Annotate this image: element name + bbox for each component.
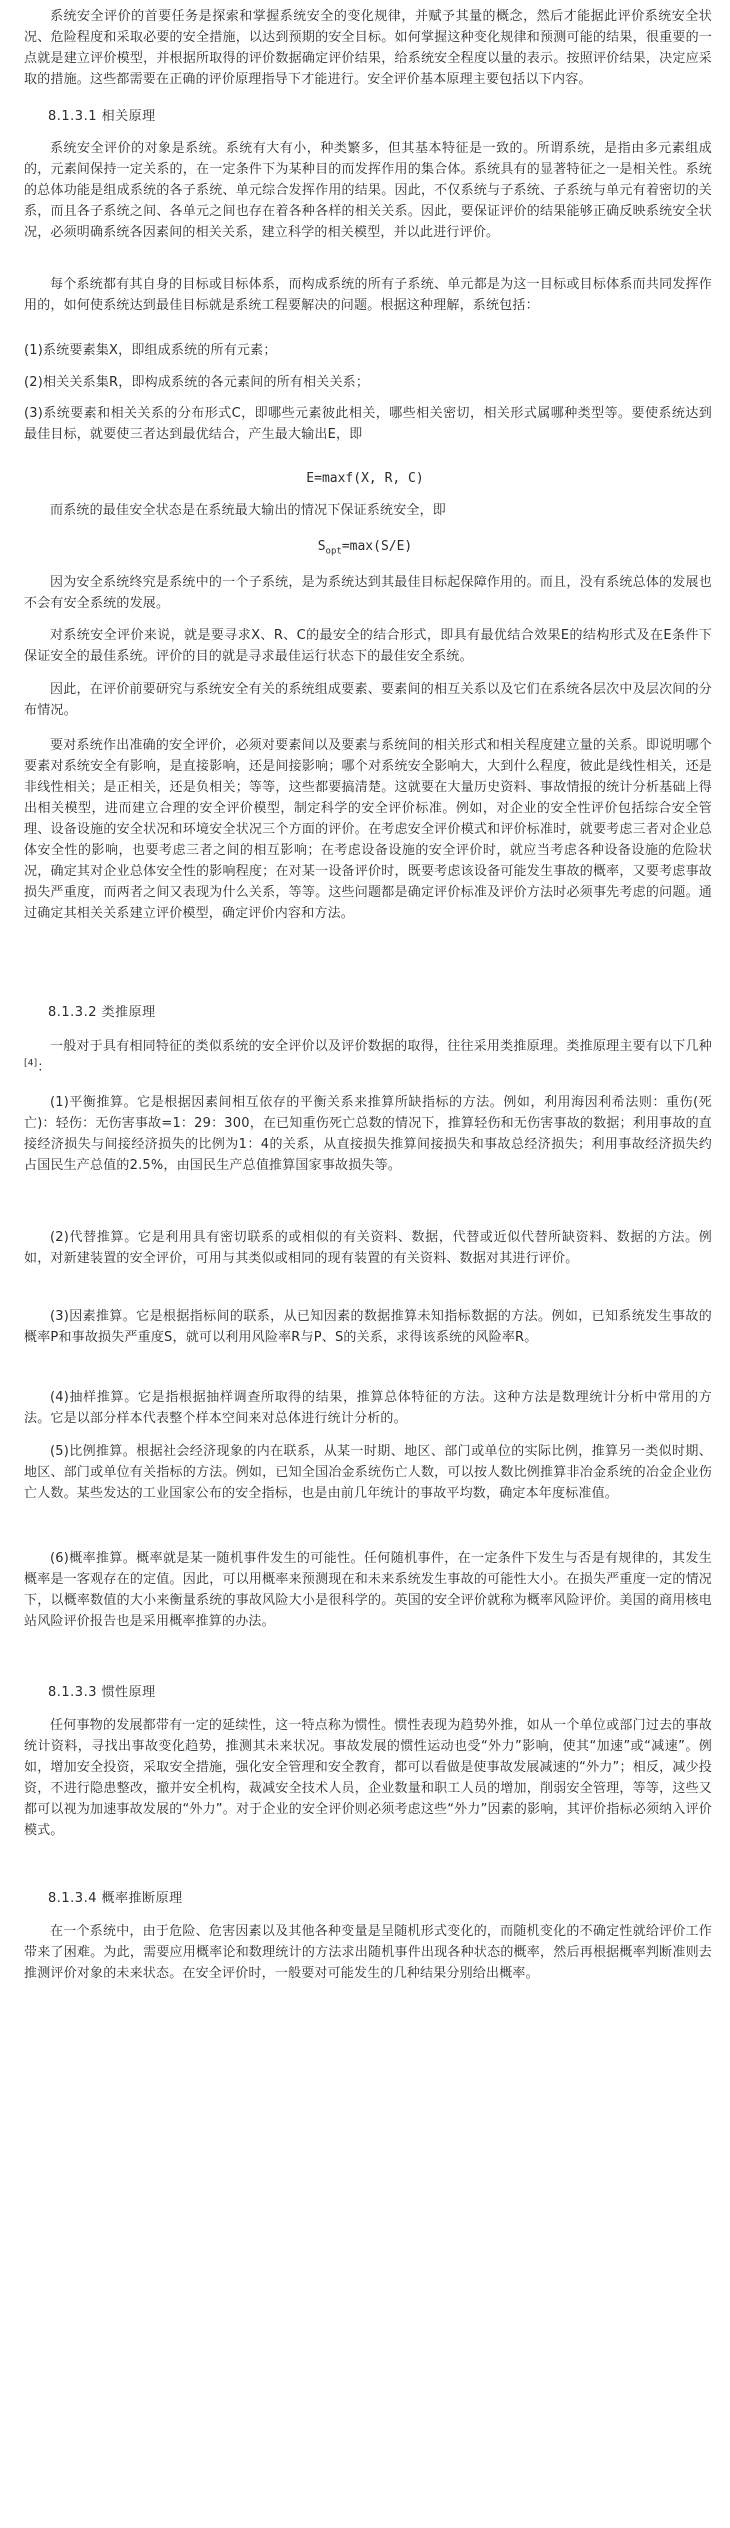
analogy-paragraph-1	[24, 1036, 712, 1078]
related-paragraph-7: 要对系统作出准确的安全评价，必须对要素间以及要素与系统间的相关形式和相关程度建立量的关系。即说明哪个要素对系统安全有影响，是直接影响，还是间接影响；哪个对系统安全影响大，大到什么程度，彼此是线性相关，还是非线性相关；是正相关，还是负相关；等等，这些都要搞清楚。这就要在大量历史资料、事故情报的统计分析基础上得出相关模型，进而建立合理的安全评价模型，制定科学的安全评价标准。例如，对企业的安全性评价包括综合安全管理、设备设施的安全状况和环境安全状况三个方面的评价。在考虑安全评价模式和评价标准时，就要考虑三者对企业总体安全性的影响，也要考虑三者之间的相互影响；在考虑设备设施的安全评价时，就应当考虑各种设备设施的危险状况，确定其对企业总体安全性的影响程度；在对某一设备评价时，既要考虑该设备可能发生事故的概率，又要考虑事故损失严重度，而两者之间又表现为什么关系，等等。这些问题都是确定评价标准及评价方法时必须事先考虑的问题。通过确定其相关关系建立评价模型，确定评价内容和方法。	[24, 738, 712, 921]
related-paragraph-4: 因为安全系统终究是系统中的一个子系统，是为系统达到其最佳目标起保障作用的。而且，没有系统总体的发展也不会有安全系统的发展。	[24, 575, 712, 611]
related-paragraph-5: 对系统安全评价来说，就是要寻求X、R、C的最安全的结合形式，即具有最优结合效果E的结构形式及在E条件下保证安全的最佳系统。评价的目的就是寻求最佳运行状态下的最佳安全系统。	[24, 628, 712, 664]
system-item-1: (1)系统要素集X，即组成系统的所有元素；	[24, 343, 277, 358]
analogy-item-sampling: (4)抽样推算。它是指根据抽样调查所取得的结果，推算总体特征的方法。这种方法是数理统计分析中常用的方法。它是以部分样本代表整个样本空间来对总体进行统计分析的。	[24, 1390, 712, 1426]
analogy-item-balance: (1)平衡推算。它是根据因素间相互依存的平衡关系来推算所缺指标的方法。例如，利用海因利希法则：重伤(死亡)：轻伤：无伤害事故=1：29：300，在已知重伤死亡总数的情况下，推算轻伤和无伤害事故的数据；利用事故的直接经济损失与间接经济损失的比例为1：4的关系，从直接损失推算间接损失和事故总经济损失；利用事故经济损失约占国民生产总值的2.5%，由国民生产总值推算国家事故损失等。	[24, 1095, 712, 1173]
related-paragraph-1: 系统安全评价的对象是系统。系统有大有小，种类繁多，但其基本特征是一致的。所谓系统，是指由多元素组成的，元素间保持一定关系的，在一定条件下为某种目的而发挥作用的集合体。系统具有的显著特征之一是相关性。系统的总体功能是组成系统的各子系统、单元综合发挥作用的结果。因此，不仅系统与子系统、子系统与单元有着密切的关系，而且各子系统之间、各单元之间也存在着各种各样的相关关系。因此，要保证评价的结果能够正确反映系统安全状况，必须明确系统各因素间的相关关系，建立科学的相关模型，并以此进行评价。	[24, 141, 712, 240]
analogy-item-factor: (3)因素推算。它是根据指标间的联系，从已知因素的数据推算未知指标数据的方法。例如，已知系统发生事故的概率P和事故损失严重度S，就可以利用风险率R与P、S的关系，求得该系统的风险率R。	[24, 1309, 712, 1345]
section-heading-analogy: 8.1.3.2 类推原理	[48, 1005, 156, 1020]
analogy-item-proportion: (5)比例推算。根据社会经济现象的内在联系，从某一时期、地区、部门或单位的实际比例，推算另一类似时期、地区、部门或单位有关指标的方法。例如，已知全国冶金系统伤亡人数，可以按人数比例推算非冶金系统的冶金企业伤亡人数。某些发达的工业国家公布的安全指标，也是由前几年统计的事故平均数，确定本年度标准值。	[24, 1444, 712, 1501]
probability-paragraph: 在一个系统中，由于危险、危害因素以及其他各种变量是呈随机形式变化的，而随机变化的不确定性就给评价工作带来了困难。为此，需要应用概率论和数理统计的方法求出随机事件出现各种状态的概率，然后再根据概率判断准则去推测评价对象的未来状态。在安全评价时，一般要对可能发生的几种结果分别给出概率。	[24, 1924, 712, 1981]
analogy-intro-colon: ：	[37, 1060, 51, 1075]
related-paragraph-2: 每个系统都有其自身的目标或目标体系，而构成系统的所有子系统、单元都是为这一目标或目标体系而共同发挥作用的，如何使系统达到最佳目标就是系统工程要解决的问题。根据这种理解，系统包括：	[24, 277, 712, 313]
system-item-3: (3)系统要素和相关关系的分布形式C，即哪些元素彼此相关，哪些相关密切，相关形式属哪种类型等。要使系统达到最佳目标，就要使三者达到最优结合，产生最大输出E，即	[24, 406, 712, 442]
formula-opt-subscript: opt	[325, 546, 342, 557]
analogy-item-probability: (6)概率推算。概率就是某一随机事件发生的可能性。任何随机事件，在一定条件下发生与否是有规律的，其发生概率是一客观存在的定值。因此，可以用概率来预测现在和未来系统发生事故的可能性大小。在损失严重度一定的情况下，以概率数值的大小来衡量系统的事故风险大小是很科学的。英国的安全评价就称为概率风险评价。美国的商用核电站风险评价报告也是采用概率推算的办法。	[24, 1551, 712, 1629]
related-paragraph-6: 因此，在评价前要研究与系统安全有关的系统组成要素、要素间的相互关系以及它们在系统各层次中及层次间的分布情况。	[24, 682, 712, 718]
inertia-paragraph: 任何事物的发展都带有一定的延续性，这一特点称为惯性。惯性表现为趋势外推，如从一个单位或部门过去的事故统计资料，寻找出事故变化趋势，推测其未来状况。事故发展的惯性运动也受“外力”影响，使其“加速”或“减速”。例如，增加安全投资，采取安全措施，强化安全管理和安全教育，都可以看做是使事故发展减速的“外力”；相反，减少投资，不进行隐患整改，撤并安全机构，裁减安全技术人员，企业数量和职工人员的增加，削弱安全管理，等等，这些又都可以视为加速事故发展的“外力”。对于企业的安全评价则必须考虑这些“外力”因素的影响，其评价指标必须纳入评价模式。	[24, 1718, 712, 1838]
analogy-item-substitution: (2)代替推算。它是利用具有密切联系的或相似的有关资料、数据，代替或近似代替所缺资料、数据的方法。例如，对新建装置的安全评价，可用与其类似或相同的现有装置的有关资料、数据对其进行评价。	[24, 1230, 712, 1266]
system-item-2: (2)相关关系集R，即构成系统的各元素间的所有相关关系；	[24, 375, 370, 390]
citation-ref: [4]	[24, 1058, 38, 1069]
formula-max-output: E=maxf(X, R, C)	[306, 471, 424, 486]
section-heading-probability: 8.1.3.4 概率推断原理	[48, 1891, 183, 1906]
formula-optimal-safety	[0, 536, 730, 557]
formula-rest: =max(S/E)	[341, 539, 413, 554]
formula-s: S	[317, 539, 326, 554]
intro-paragraph: 系统安全评价的首要任务是探索和掌握系统安全的变化规律，并赋予其量的概念，然后才能据此评价系统安全状况、危险程度和采取必要的安全措施，以达到预期的安全目标。如何掌握这种变化规律和预测可能的结果，很重要的一点就是建立评价模型，并根据所取得的评价数据确定评价结果，给系统安全程度以量的表示。按照评价结果，决定应采取的措施。这些都需要在正确的评价原理指导下才能进行。安全评价基本原理主要包括以下内容。	[24, 9, 712, 87]
section-heading-inertia: 8.1.3.3 惯性原理	[48, 1685, 156, 1700]
related-paragraph-3: 而系统的最佳安全状态是在系统最大输出的情况下保证系统安全，即	[50, 503, 447, 518]
analogy-intro-text: 一般对于具有相同特征的类似系统的安全评价以及评价数据的取得，往往采用类推原理。类推原理主要有以下几种	[50, 1039, 712, 1054]
section-heading-related: 8.1.3.1 相关原理	[48, 109, 156, 124]
